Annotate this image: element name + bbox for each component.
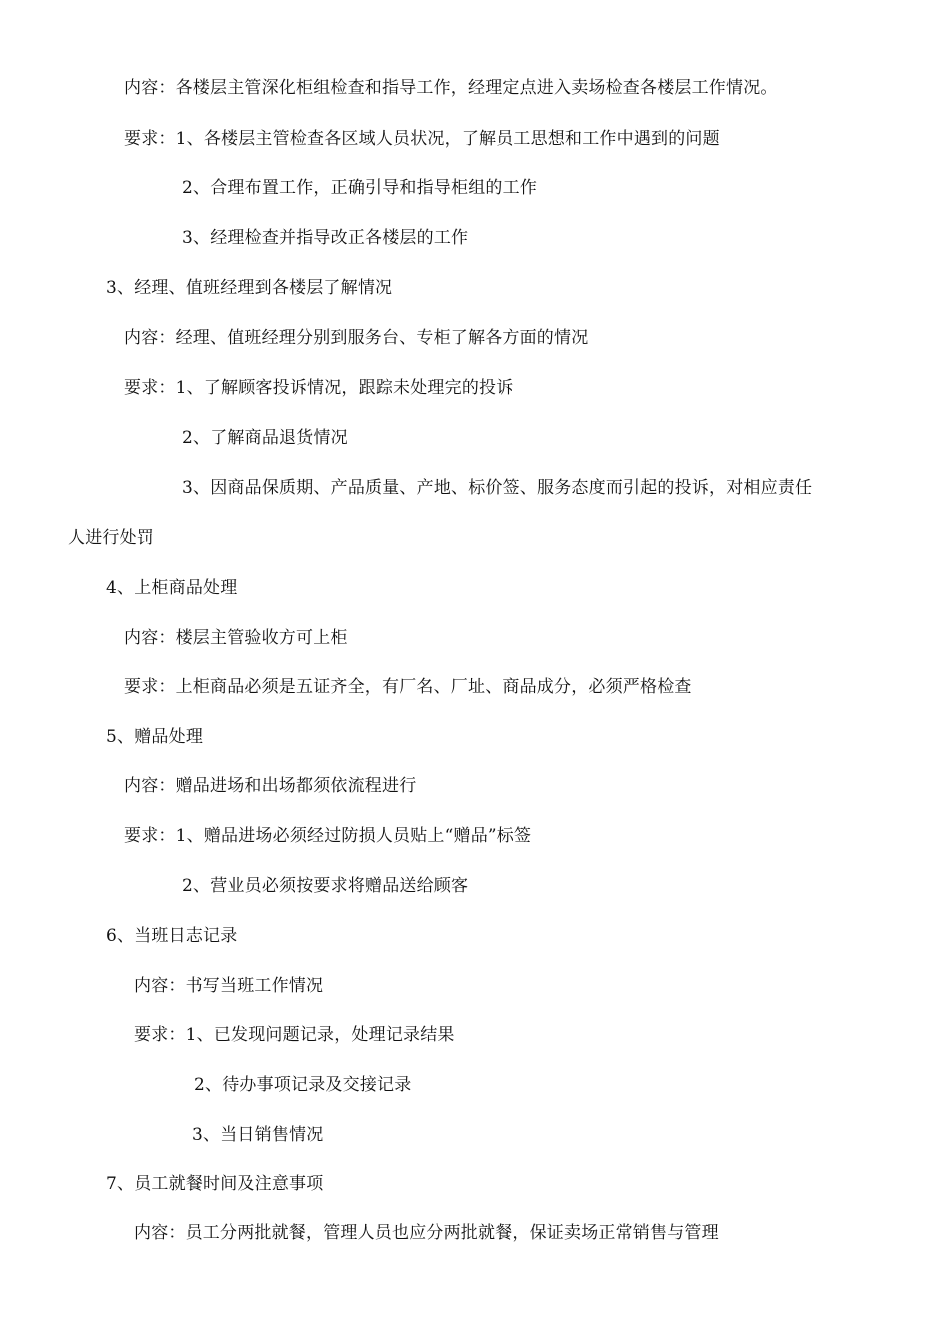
text-line: 内容：楼层主管验收方可上柜 xyxy=(124,628,348,648)
text-line: 2、合理布置工作，正确引导和指导柜组的工作 xyxy=(182,178,538,198)
text-line: 内容：书写当班工作情况 xyxy=(134,976,324,996)
section-heading: 4、上柜商品处理 xyxy=(106,578,238,598)
text-line: 要求：1、了解顾客投诉情况，跟踪未处理完的投诉 xyxy=(124,378,514,398)
text-line: 内容：经理、值班经理分别到服务台、专柜了解各方面的情况 xyxy=(124,328,589,348)
text-line: 要求：上柜商品必须是五证齐全，有厂名、厂址、商品成分，必须严格检查 xyxy=(124,677,692,697)
text-line: 要求：1、已发现问题记录，处理记录结果 xyxy=(134,1025,455,1045)
text-line: 2、待办事项记录及交接记录 xyxy=(194,1075,412,1095)
text-line: 内容：员工分两批就餐，管理人员也应分两批就餐，保证卖场正常销售与管理 xyxy=(134,1223,719,1243)
section-heading: 7、员工就餐时间及注意事项 xyxy=(106,1174,324,1194)
text-line: 内容：各楼层主管深化柜组检查和指导工作，经理定点进入卖场检查各楼层工作情况。 xyxy=(124,78,778,98)
text-line: 2、营业员必须按要求将赠品送给顾客 xyxy=(182,876,469,896)
section-heading: 6、当班日志记录 xyxy=(106,926,238,946)
section-heading: 5、赠品处理 xyxy=(106,727,204,747)
text-line: 内容：赠品进场和出场都须依流程进行 xyxy=(124,776,417,796)
text-line: 3、因商品保质期、产品质量、产地、标价签、服务态度而引起的投诉，对相应责任 xyxy=(182,478,813,498)
text-line: 2、了解商品退货情况 xyxy=(182,428,348,448)
text-line: 要求：1、赠品进场必须经过防损人员贴上“赠品”标签 xyxy=(124,826,532,846)
text-line: 3、经理检查并指导改正各楼层的工作 xyxy=(182,228,469,248)
text-line: 要求：1、各楼层主管检查各区域人员状况，了解员工思想和工作中遇到的问题 xyxy=(124,129,720,149)
text-line: 3、当日销售情况 xyxy=(192,1125,324,1145)
section-heading: 3、经理、值班经理到各楼层了解情况 xyxy=(106,278,393,298)
text-line: 人进行处罚 xyxy=(68,528,154,548)
